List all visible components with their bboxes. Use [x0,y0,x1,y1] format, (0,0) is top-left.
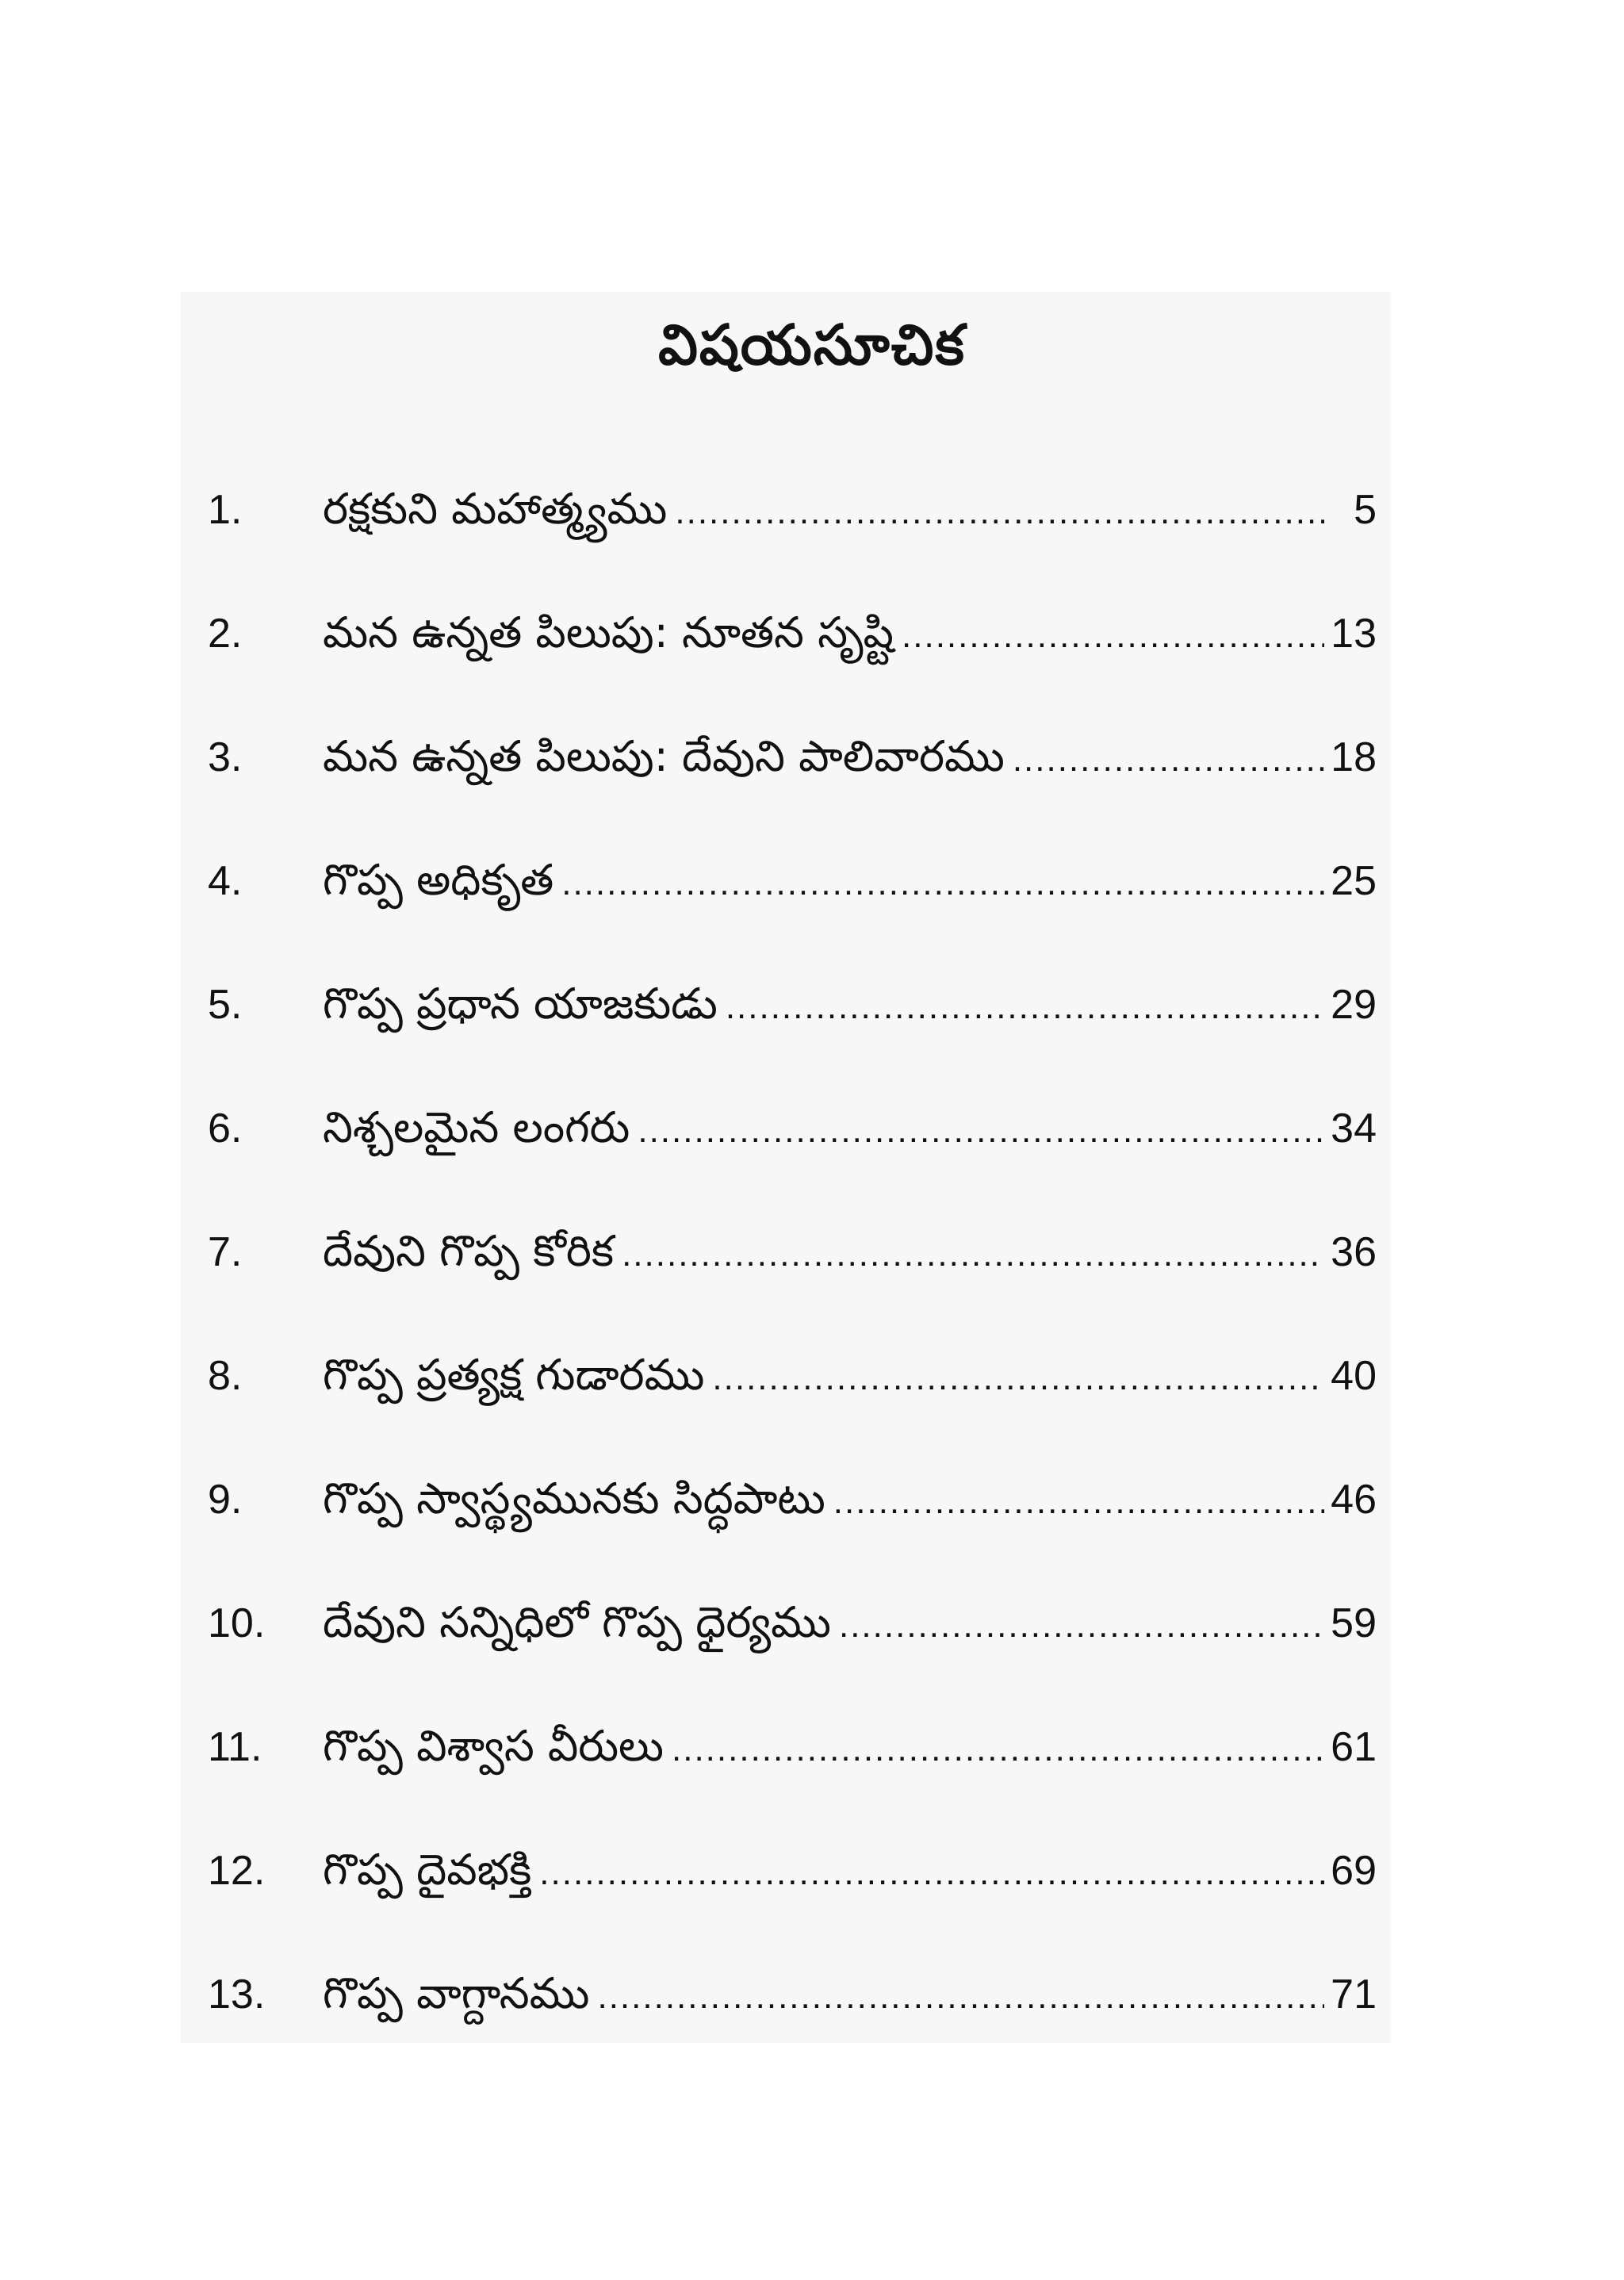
toc-entry-number: 4. [208,858,243,904]
toc-entry-number: 1. [208,487,243,533]
toc-entry [208,841,1377,964]
toc-entry-page: 40 [1331,1353,1377,1399]
toc-entry-page: 46 [1331,1477,1377,1523]
toc-entry-title: నిశ్చలమైన లంగరు [323,1102,630,1152]
toc-entry-title: రక్షకుని మహాత్మ్యము [323,484,668,534]
toc-entry [208,1088,1377,1212]
toc-entry-title: దేవుని గొప్ప కోరిక [323,1226,615,1276]
toc-entry [208,1954,1377,2078]
toc-entry-page: 13 [1331,611,1377,657]
toc-entry [208,1830,1377,1954]
dot-leader [833,1462,1324,1542]
dot-leader [638,1091,1324,1171]
page-title: విషయసూచిక [658,312,966,377]
toc-entry-title: గొప్ప విశ్వాస వీరులు [323,1721,664,1771]
toc-entry-number: 12. [208,1848,266,1894]
toc-list [208,469,1377,2078]
toc-entry-number: 6. [208,1106,243,1151]
toc-entry-page: 71 [1331,1972,1377,2018]
toc-entry-number: 5. [208,982,243,1028]
toc-entry-page: 29 [1331,982,1377,1028]
toc-entry-title: గొప్ప స్వాస్థ్యమునకు సిద్ధపాటు [323,1473,825,1523]
toc-entry [208,1335,1377,1459]
toc-entry-title: గొప్ప అధికృత [323,855,554,905]
dot-leader [726,968,1324,1047]
toc-entry [208,469,1377,593]
dot-leader [622,1215,1324,1294]
toc-entry [208,1212,1377,1335]
toc-entry-page: 25 [1331,858,1377,904]
toc-entry-number: 3. [208,734,243,780]
dot-leader [675,473,1324,552]
toc-entry-title: మన ఉన్నత పిలుపు: నూతన సృష్టి [323,607,894,657]
toc-entry-title: మన ఉన్నత పిలుపు: దేవుని పాలివారము [323,731,1005,781]
toc-entry-number: 8. [208,1353,243,1399]
toc-entry-page: 61 [1331,1724,1377,1770]
toc-entry-title: గొప్ప ప్రధాన యాజకుడు [323,979,718,1029]
toc-entry-number: 13. [208,1972,266,2018]
dot-leader [597,1957,1324,2037]
toc-entry-number: 2. [208,611,243,657]
dot-leader [561,844,1324,923]
toc-entry-number: 11. [208,1724,262,1770]
toc-entry-title: గొప్ప వాగ్దానము [323,1968,590,2018]
toc-entry-page: 69 [1331,1848,1377,1894]
toc-entry [208,717,1377,841]
toc-entry-number: 9. [208,1477,243,1523]
dot-leader [839,1586,1324,1665]
toc-entry [208,1459,1377,1583]
dot-leader [539,1834,1324,1913]
toc-entry-page: 18 [1331,734,1377,780]
toc-entry-title: గొప్ప ప్రత్యక్ష గుడారము [323,1350,705,1400]
toc-entry-number: 7. [208,1229,243,1275]
toc-entry-page: 5 [1354,487,1377,533]
dot-leader [712,1339,1324,1418]
toc-entry-page: 34 [1331,1106,1377,1151]
toc-entry [208,964,1377,1088]
toc-entry [208,1583,1377,1707]
toc-entry-number: 10. [208,1600,266,1646]
dot-leader [902,596,1324,676]
toc-entry-title: గొప్ప దైవభక్తి [323,1845,532,1895]
dot-leader [672,1710,1324,1789]
toc-entry [208,593,1377,717]
dot-leader [1013,720,1324,799]
toc-entry [208,1707,1377,1830]
toc-entry-title: దేవుని సన్నిధిలో గొప్ప ధైర్యము [323,1597,831,1647]
toc-entry-page: 36 [1331,1229,1377,1275]
toc-entry-page: 59 [1331,1600,1377,1646]
